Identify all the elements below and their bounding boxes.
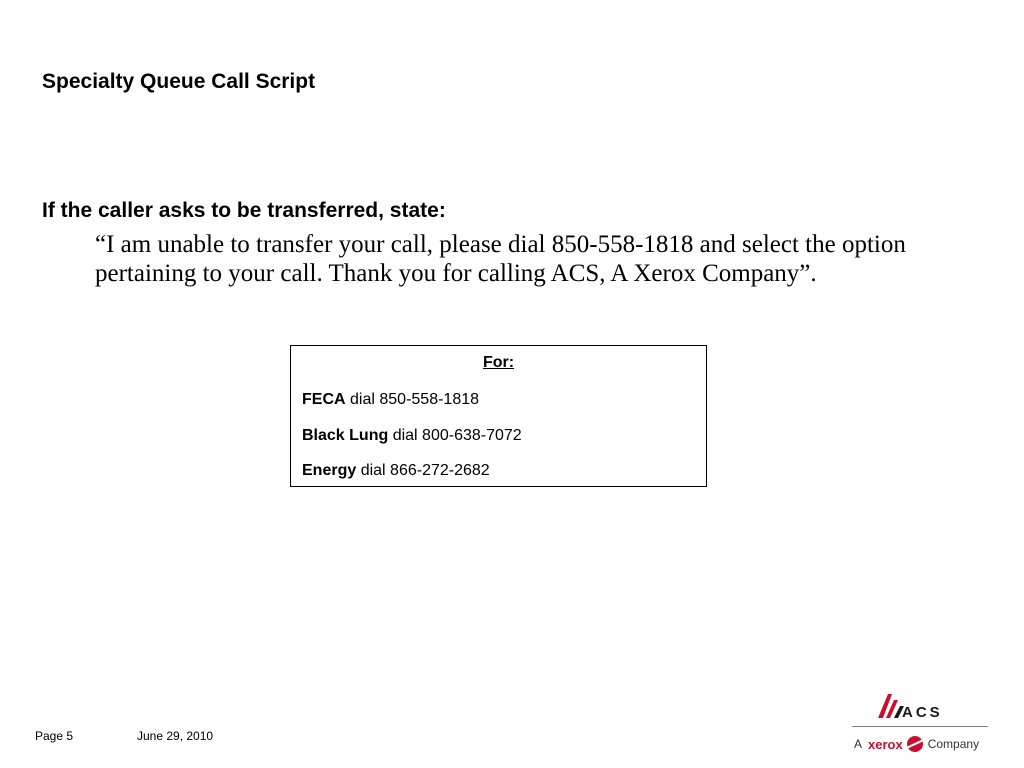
program-name: Energy bbox=[302, 462, 357, 479]
program-phone: dial 850-558-1818 bbox=[350, 391, 480, 408]
program-name: FECA bbox=[302, 391, 346, 408]
logo-divider bbox=[852, 726, 988, 727]
contact-entry-energy bbox=[302, 462, 490, 480]
footer-page-number: Page 5 bbox=[35, 729, 74, 743]
program-name: Black Lung bbox=[302, 427, 389, 444]
logo-tagline-suffix: Company bbox=[927, 737, 980, 751]
acs-xerox-logo bbox=[852, 688, 992, 760]
logo-tagline-prefix: A bbox=[854, 737, 863, 751]
program-phone: dial 800-638-7072 bbox=[392, 427, 522, 444]
logo-xerox-text: xerox bbox=[868, 736, 903, 752]
contact-box-header: For: bbox=[482, 354, 515, 371]
footer-date: June 29, 2010 bbox=[137, 729, 214, 743]
contact-entry-feca bbox=[302, 391, 479, 409]
script-quote: “I am unable to transfer your call, please dial 850-558-1818 and select the option pertaining to your call. Thank you for calling ACS, A Xerox Company”. bbox=[95, 231, 906, 287]
logo-acs-text: ACS bbox=[902, 704, 943, 721]
xerox-ball-icon bbox=[907, 736, 923, 752]
logo-tagline bbox=[854, 736, 979, 752]
instruction-heading: If the caller asks to be transferred, state: bbox=[42, 199, 446, 222]
page-title: Specialty Queue Call Script bbox=[42, 70, 316, 93]
program-phone: dial 866-272-2682 bbox=[360, 462, 490, 479]
contact-entry-black-lung bbox=[302, 427, 522, 445]
contact-box bbox=[290, 345, 707, 487]
